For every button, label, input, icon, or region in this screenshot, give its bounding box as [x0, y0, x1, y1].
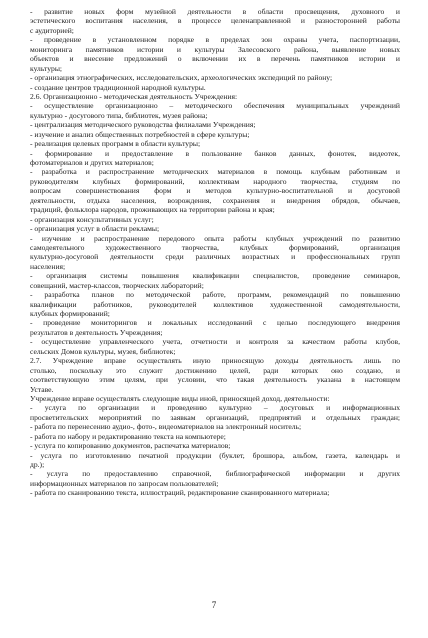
text-line: квалификации работников, руководителей коллективов художественной самодеятельности,	[30, 299, 400, 309]
text-line: культуры;	[30, 63, 63, 73]
text-line: - услуга по предоставлению справочной, библиографической информации и других	[30, 469, 400, 479]
text-line: культурно - досугового типа, библиотек, музея района;	[30, 110, 208, 120]
text-line: сельских Домов культуры, музея, библиотек;	[30, 346, 176, 356]
text-line: - организация консультативных услуг;	[30, 214, 154, 224]
text-line: совещаний, мастер-классов, творческих лабораторий;	[30, 280, 204, 290]
text-line: - услуга по организации и проведению культурно – досуговых и информационных	[30, 403, 400, 413]
text-line: - услуга по копированию документов, распечатка материалов;	[30, 441, 231, 451]
text-line: Учреждение вправе осуществлять следующие виды иной, приносящей доход, деятельности:	[30, 393, 330, 403]
body-text	[30, 7, 400, 498]
text-line: деятельности, отдыха населения, возрождения, сохранения и внедрения обрядов, обычаев,	[30, 195, 400, 205]
text-line: - проведение мониторингов и локальных исследований с целью последующего внедрения	[30, 318, 400, 328]
text-line: - организация услуг в области рекламы;	[30, 224, 160, 234]
text-line: 2.7. Учреждение вправе осуществлять иную приносящую доходы деятельность лишь по	[30, 356, 400, 366]
text-line: Уставе.	[30, 384, 54, 394]
text-line: - централизация методического руководства филиалами Учреждения;	[30, 120, 256, 130]
text-line: - реализация целевых программ в области культуры;	[30, 139, 201, 149]
text-line: информационных материалов по запросам пользователей;	[30, 478, 219, 488]
text-line: самодеятельного художественного творчества, клубных формирований, организация	[30, 242, 400, 252]
text-line: - работа по набору и редактированию текста на компьютере;	[30, 431, 226, 441]
text-line: - разработка и распространение методических материалов в помощь клубным работникам и	[30, 167, 400, 177]
text-line: соответствующую этим целям, при условии, что такая деятельность указана в настоящем	[30, 375, 400, 385]
text-line: - осуществление организационно – методического обеспечения муниципальных учреждений	[30, 101, 400, 111]
text-line: результатов в деятельность Учреждения;	[30, 327, 163, 337]
text-line: - организация этнографических, исследовательских, археологических экспедиций по району;	[30, 73, 333, 83]
text-line: - развитие новых форм музейной деятельности в области просвещения, духовного и	[30, 7, 400, 16]
text-line: 2.6. Организационно - методическая деятельность Учреждения:	[30, 91, 238, 101]
text-line: эстетического воспитания населения, в процессе целенаправленной и разносторонней работы	[30, 16, 400, 26]
text-line: традиций, фольклора народов, проживающих на территории района и края;	[30, 205, 275, 215]
text-line: - создание центров традиционной народной культуры.	[30, 82, 206, 92]
text-line: - осуществление управленческого учета, отчетности и контроля за качеством работы клубов,	[30, 337, 400, 347]
text-line: вопросам совершенствования форм и методов культурно-воспитательной и досуговой	[30, 186, 400, 196]
text-line: руководителям клубных формирований, коллективам народного творчества, студиям по	[30, 176, 400, 186]
text-line: культурно-досуговой деятельности среди различных возрастных и профессиональных групп	[30, 252, 400, 262]
text-line: с аудиторией;	[30, 25, 74, 35]
text-line: - проведение в установленном порядке в пределах зон охраны учета, паспортизации,	[30, 35, 400, 45]
text-line: - формирование и предоставление в пользование банков данных, фонотек, видеотек,	[30, 148, 400, 158]
text-line: объектов и внесение предложений о включении их в перечень памятников истории и	[30, 54, 400, 64]
text-line: столько, поскольку это служит достижению целей, ради которых оно создано, и	[30, 365, 400, 375]
text-line: - работа по сканированию текста, иллюстраций, редактирование сканированного материала;	[30, 488, 330, 498]
text-line: клубных формирований;	[30, 309, 110, 318]
text-line: - организация системы повышения квалификации специалистов, проведение семинаров,	[30, 271, 400, 281]
text-line: фотоматериалов и других материалов;	[30, 158, 154, 167]
text-line: - изучение и распространение передового опыта работы клубных учреждений по развитию	[30, 233, 400, 243]
text-line: - услуга по изготовлению печатной продукции (буклет, брошюра, альбом, газета, календарь и	[30, 450, 400, 460]
text-line: мониторинга памятников истории и культуры Залесовского района, выявление новых	[30, 44, 400, 54]
text-line: - разработка планов по методической работе, программ, рекомендаций по повышению	[30, 290, 400, 300]
text-line: населения;	[30, 261, 66, 271]
page-number: 7	[211, 600, 217, 610]
text-line: просветительских мероприятий по заявкам организаций, предприятий и отдельных граждан;	[30, 412, 400, 422]
text-line: - работа по перенесению аудио-, фото-, видеоматериалов на электронный носитель;	[30, 422, 302, 432]
text-line: др.);	[30, 460, 45, 469]
text-line: - изучение и анализ общественных потребностей в сфере культуры;	[30, 129, 250, 139]
